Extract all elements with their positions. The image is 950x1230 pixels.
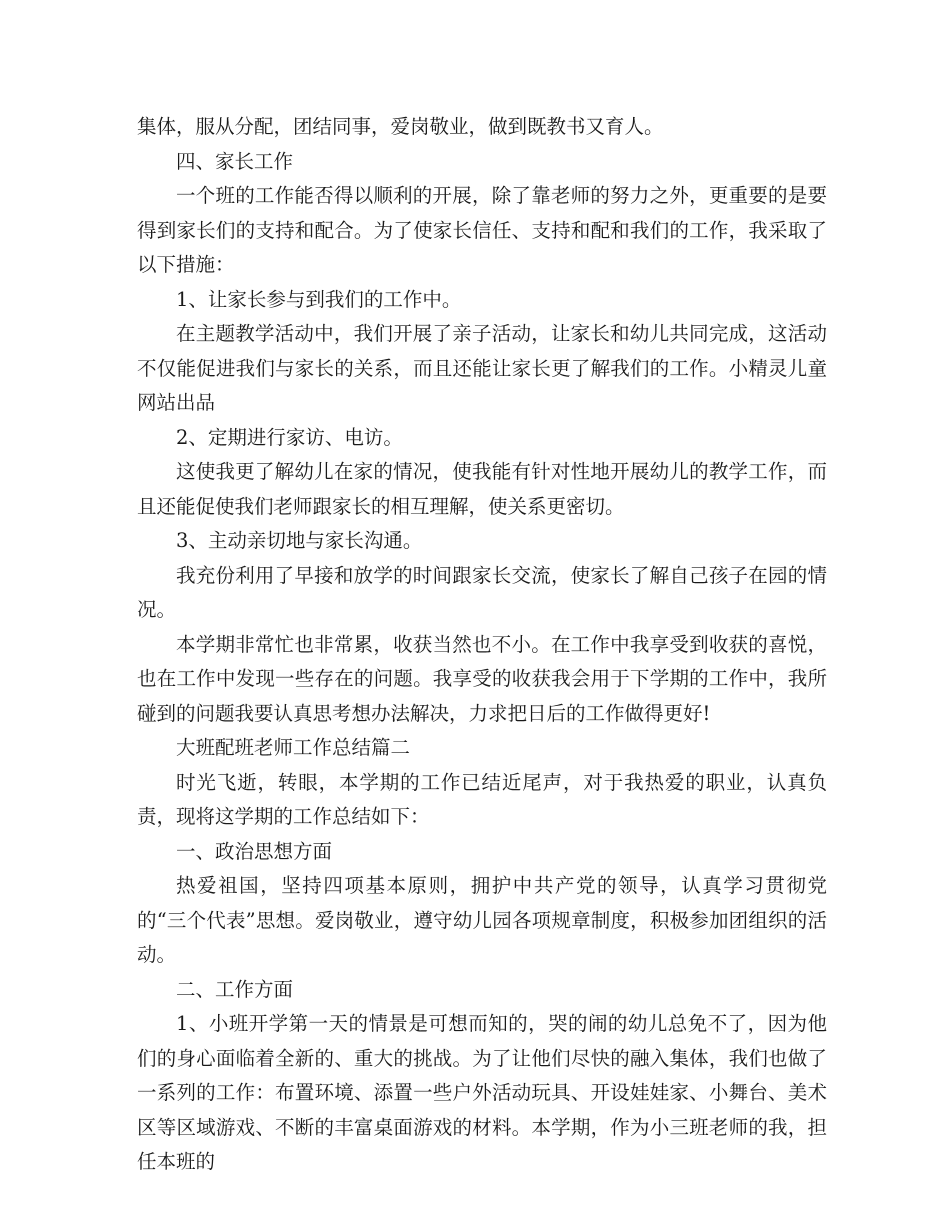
section-heading-work: 二、工作方面 [176,977,294,1001]
paragraph-1: 集体，服从分配，团结同事，爱岗敬业，做到既教书又育人。 [137,115,664,138]
paragraph-14: 热爱祖国，坚持四项基本原则，拥护中共产党的领导，认真学习贯彻党的“三个代表”思想。爱岗敬业，遵守幼儿园各项规章制度，积极参加团组织的活动。 [137,874,827,966]
paragraph-9: 我充份利用了早接和放学的时间跟家长交流，使家长了解自己孩子在园的情况。 [137,563,827,621]
paragraph-12: 时光飞逝，转眼，本学期的工作已结近尾声，对于我热爱的职业，认真负责，现将这学期的工作总结如下： [137,770,827,828]
article-title-part-two: 大班配班老师工作总结篇二 [176,736,411,759]
list-item-1: 1、让家长参与到我们的工作中。 [176,287,462,311]
list-item-3: 3、主动亲切地与家长沟通。 [176,529,423,552]
section-heading-parent-work: 四、家长工作 [176,149,294,173]
paragraph-5: 在主题教学活动中，我们开展了亲子活动，让家长和幼儿共同完成，这活动不仅能促进我们与家长的关系，而且还能让家长更了解我们的工作。小精灵儿童网站出品 [137,322,827,414]
section-heading-political: 一、政治思想方面 [176,839,333,863]
paragraph-7: 这使我更了解幼儿在家的情况，使我能有针对性地开展幼儿的教学工作，而且还能促使我们老师跟家长的相互理解，使关系更密切。 [137,460,827,518]
list-item-2: 2、定期进行家访、电访。 [176,425,403,449]
paragraph-10: 本学期非常忙也非常累，收获当然也不小。在工作中我享受到收获的喜悦，也在工作中发现一些存在的问题。我享受的收获我会用于下学期的工作中，我所碰到的问题我要认真思考想办法解决，力求把日后的工作做得更好! [137,632,827,725]
paragraph-16: 1、小班开学第一天的情景是可想而知的，哭的闹的幼儿总免不了，因为他们的身心面临着全新的、重大的挑战。为了让他们尽快的融入集体，我们也做了一系列的工作：布置环境、添置一些户外活动玩具、开设娃娃家、小舞台、美术区等区域游戏、不断的丰富桌面游戏的材料。本学期，作为小三班老师的我，担任本班的 [137,1012,827,1173]
paragraph-3: 一个班的工作能否得以顺利的开展，除了靠老师的努力之外，更重要的是要得到家长们的支持和配合。为了使家长信任、支持和配和我们的工作，我采取了以下措施： [137,184,827,276]
document-body [137,110,827,1180]
